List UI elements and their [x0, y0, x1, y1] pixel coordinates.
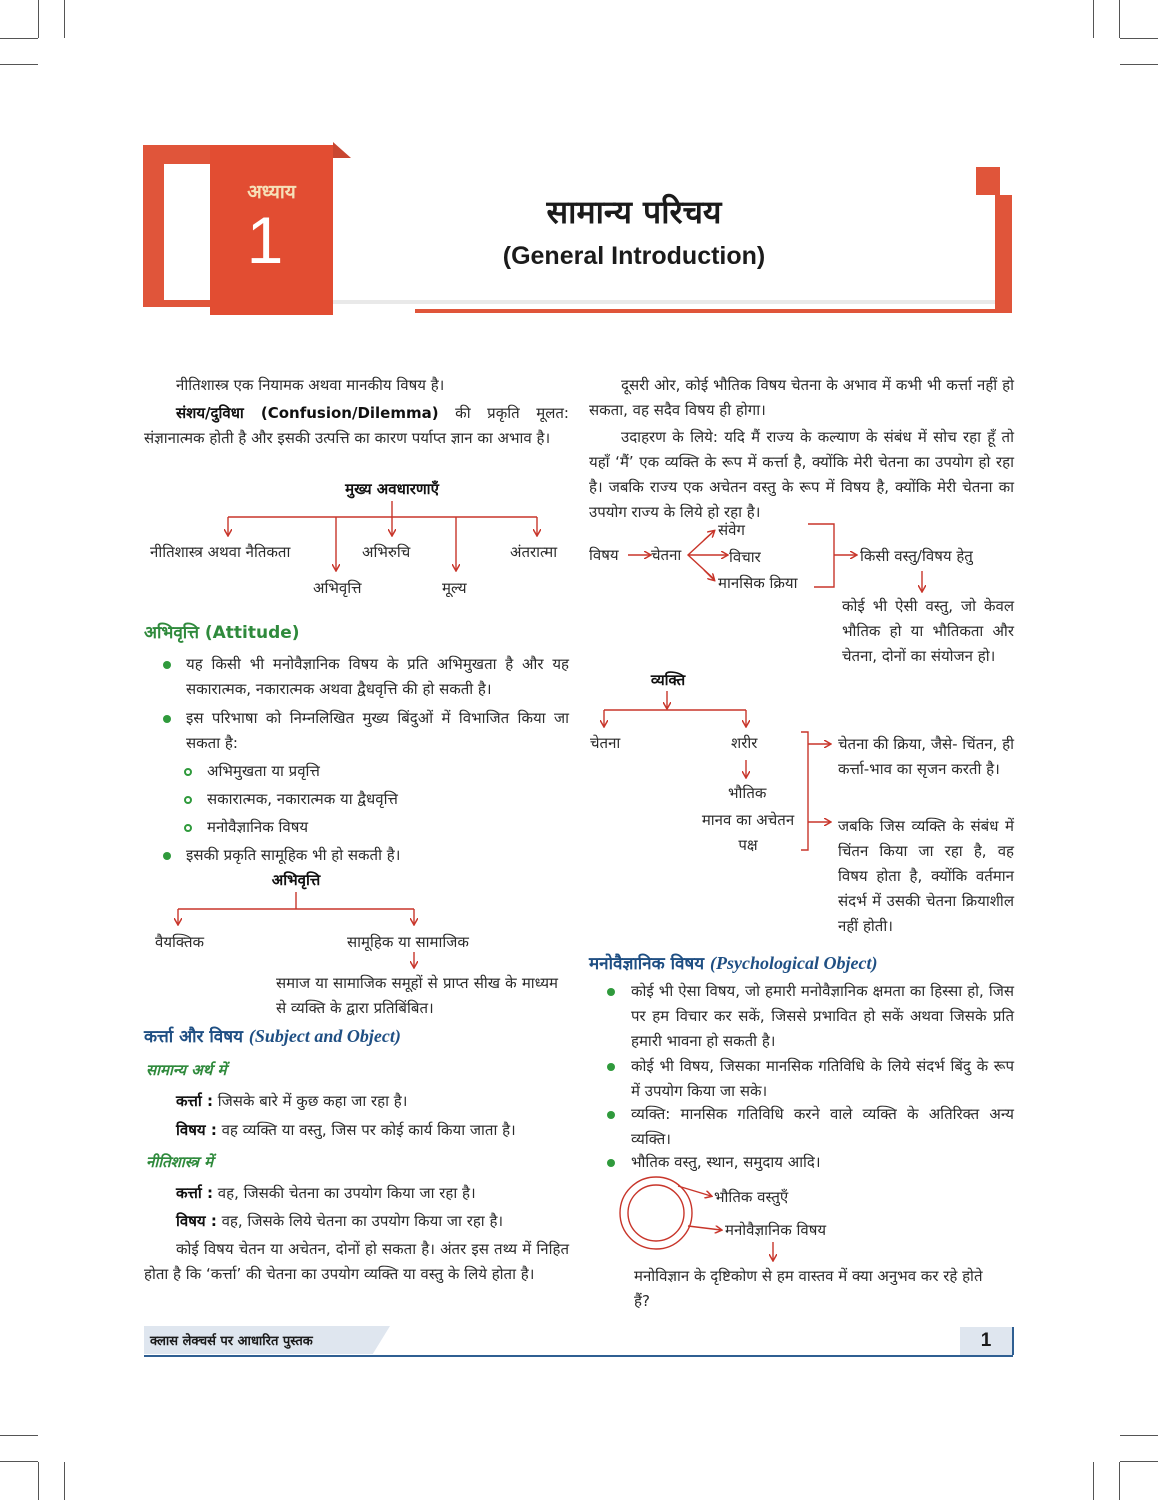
- concept-conscience: अंतरात्मा: [510, 543, 558, 561]
- ethics-kartta: [176, 1181, 576, 1206]
- ethics-kartta-text: वह, जिसकी चेतना का उपयोग किया जा रहा है।: [213, 1184, 476, 1202]
- circle-item-psych: मनोवैज्ञानिक विषय: [725, 1221, 827, 1239]
- flow2-note-2: जबकि जिस व्यक्ति के संबंध में चिंतन किया जा रहा है, वह विषय होता है, क्योंकि वर्तमान संदर्भ में उसकी चेतना क्रियाशील नहीं होती।: [838, 817, 1014, 935]
- bullet-icon: [607, 1111, 615, 1119]
- flow2-body: शरीर: [731, 734, 758, 752]
- psych-closing: मनोविज्ञान के दृष्टिकोण से हम वास्तव में क्या अनुभव कर रहे होते हैं?: [634, 1267, 983, 1310]
- subject-object-closing: कोई विषय चेतन या अचेतन, दोनों हो सकता है। अंतर इस तथ्य में निहित होता है कि ‘कर्त्ता’ की चेतना का उपयोग व्यक्ति या वस्तु के लिये होता है।: [144, 1240, 569, 1283]
- general-kartta-text: जिसके बारे में कुछ कहा जा रहा है।: [213, 1092, 408, 1110]
- general-vishay-text: वह व्यक्ति या वस्तु, जिस पर कोई कार्य किया जाता है।: [216, 1121, 516, 1139]
- psych-object-heading: [589, 951, 877, 974]
- flow2-unconscious: मानव का अचेतन पक्ष: [701, 811, 795, 854]
- intro-paragraph: नीतिशास्त्र एक नियामक अथवा मानकीय विषय है।: [176, 376, 445, 394]
- flow2-note-1: चेतना की क्रिया, जैसे- चिंतन, ही कर्त्ता-भाव का सृजन करती है।: [838, 735, 1014, 778]
- flow2-physical: भौतिक: [728, 784, 767, 802]
- flow1-mental-action: मानसिक क्रिया: [718, 574, 798, 592]
- psych-bullet-4: भौतिक वस्तु, स्थान, समुदाय आदि।: [631, 1153, 821, 1171]
- flow2-root: व्यक्ति: [650, 671, 686, 689]
- ethics-vishay-text: वह, जिसके लिये चेतना का उपयोग किया जा रहा है।: [216, 1212, 504, 1230]
- flow1-vishay: विषय: [589, 546, 619, 564]
- attitude-sub-3: मनोवैज्ञानिक विषय: [207, 818, 309, 836]
- attitude-tree-note: समाज या सामाजिक समूहों से प्राप्त सीख के माध्यम से व्यक्ति के द्वारा प्रतिबिंबित।: [276, 974, 558, 1017]
- ethics-meaning-heading: नीतिशास्त्र में: [146, 1153, 214, 1171]
- psych-bullet-3: व्यक्ति: मानसिक गतिविधि करने वाले व्यक्ति के अतिरिक्त अन्य व्यक्ति।: [631, 1105, 1014, 1148]
- chapter-subtitle: (General Introduction): [502, 242, 766, 270]
- flow1-emotion: संवेग: [718, 521, 745, 539]
- attitude-sub-1: अभिमुखता या प्रवृत्ति: [207, 762, 320, 780]
- ring-bullet-icon: [184, 768, 192, 776]
- chapter-title: सामान्य परिचय: [546, 193, 722, 231]
- bullet-icon: [163, 852, 171, 860]
- subject-object-heading-en: (Subject and Object): [248, 1026, 401, 1046]
- psych-object-heading-en: (Psychological Object): [710, 953, 878, 973]
- right-paragraph-1: दूसरी ओर, कोई भौतिक विषय चेतना के अभाव में कभी भी कर्त्ता नहीं हो सकता, वह सदैव विषय ही होगा।: [589, 376, 1014, 419]
- general-kartta-label: कर्त्ता :: [176, 1092, 213, 1110]
- psych-bullet-2: कोई भी विषय, जिसका मानसिक गतिविधि के लिये संदर्भ बिंदु के रूप में उपयोग किया जा सके।: [631, 1057, 1014, 1100]
- concepts-root: मुख्य अवधारणाएँ: [345, 480, 439, 498]
- footer-rule: [144, 1355, 1013, 1357]
- ethics-vishay-label: विषय :: [176, 1212, 217, 1230]
- attitude-bullet-2: इस परिभाषा को निम्नलिखित मुख्य बिंदुओं में विभाजित किया जा सकता है:: [186, 709, 569, 752]
- attitude-bullet-3: इसकी प्रकृति सामूहिक भी हो सकती है।: [186, 846, 401, 864]
- general-vishay-label: विषय :: [176, 1121, 217, 1139]
- bullet-icon: [607, 988, 615, 996]
- chapter-label: अध्याय: [247, 181, 296, 203]
- subject-object-heading-hi: कर्त्ता और विषय: [144, 1027, 249, 1047]
- attitude-bullet-1: यह किसी भी मनोवैज्ञानिक विषय के प्रति अभिमुखता है और यह सकारात्मक, नकारात्मक अथवा द्वैधवृत्ति की हो सकती है।: [186, 655, 569, 698]
- general-kartta: [176, 1089, 576, 1114]
- flow1-target: किसी वस्तु/विषय हेतु: [860, 547, 973, 565]
- circle-item-physical: भौतिक वस्तुएँ: [714, 1188, 789, 1206]
- general-meaning-heading: सामान्य अर्थ में: [146, 1061, 227, 1079]
- ring-bullet-icon: [184, 824, 192, 832]
- ethics-kartta-label: कर्त्ता :: [176, 1184, 213, 1202]
- bullet-icon: [607, 1063, 615, 1071]
- bullet-icon: [163, 715, 171, 723]
- ring-bullet-icon: [184, 796, 192, 804]
- dilemma-paragraph: [144, 401, 569, 451]
- concept-attitude: अभिवृत्ति: [313, 579, 362, 597]
- flow2-consciousness: चेतना: [590, 734, 621, 752]
- concept-aptitude: अभिरुचि: [362, 543, 411, 561]
- ethics-vishay: [176, 1209, 576, 1234]
- attitude-sub-2: सकारात्मक, नकारात्मक या द्वैधवृत्ति: [207, 790, 398, 808]
- psych-object-heading-hi: मनोवैज्ञानिक विषय: [589, 954, 711, 974]
- attitude-tree-collective: सामूहिक या सामाजिक: [347, 933, 469, 951]
- bullet-icon: [607, 1159, 615, 1167]
- page-number: 1: [980, 1330, 992, 1351]
- attitude-tree-individual: वैयक्तिक: [155, 933, 205, 951]
- attitude-heading: अभिवृत्ति (Attitude): [144, 623, 300, 643]
- flow1-note: कोई भी ऐसी वस्तु, जो केवल भौतिक हो या भौतिकता और चेतना, दोनों का संयोजन हो।: [842, 597, 1014, 665]
- chapter-number: 1: [246, 203, 284, 277]
- general-vishay: [176, 1118, 576, 1143]
- bullet-icon: [163, 661, 171, 669]
- concept-values: मूल्य: [442, 579, 467, 597]
- flow1-thought: विचार: [729, 548, 761, 566]
- right-paragraph-2: उदाहरण के लिये: यदि मैं राज्य के कल्याण के संबंध में सोच रहा हूँ तो यहाँ ‘मैं’ एक व्यक्ति के रूप में कर्त्ता है, क्योंकि मेरी चेतना का उपयोग हो रहा है। जबकि राज्य एक अचेतन वस्तु के रूप में विषय है, क्योंकि मेरी चेतना का उपयोग राज्य के लिये हो रहा है।: [589, 428, 1014, 521]
- dilemma-text: की प्रकृति मूलत: संज्ञानात्मक होती है और इसकी उत्पत्ति का कारण पर्याप्त ज्ञान का अभाव है।: [144, 404, 569, 447]
- subject-object-heading: [144, 1024, 401, 1047]
- footer-book-label: क्लास लेक्चर्स पर आधारित पुस्तक: [150, 1334, 313, 1349]
- flow1-chetna: चेतना: [651, 546, 682, 564]
- psych-bullet-1: कोई भी ऐसा विषय, जो हमारी मनोवैज्ञानिक क्षमता का हिस्सा हो, जिस पर हम विचार कर सकें, जिससे प्रभावित हो सकें अथवा जिसके प्रति हमारी भावना हो सकती है।: [631, 982, 1014, 1050]
- dilemma-term: संशय/दुविधा (Confusion/Dilemma): [176, 404, 439, 422]
- attitude-tree-root: अभिवृत्ति: [271, 871, 321, 889]
- concept-ethics: नीतिशास्त्र अथवा नैतिकता: [150, 543, 291, 561]
